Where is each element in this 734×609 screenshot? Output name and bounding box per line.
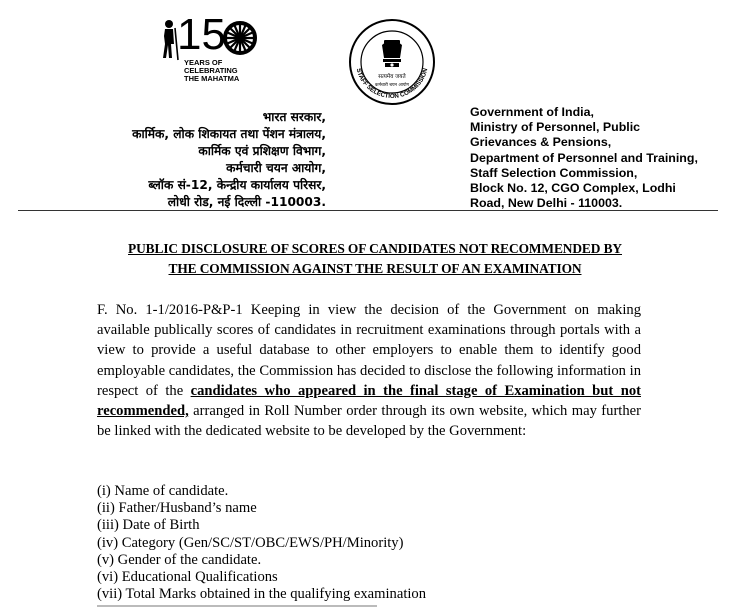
logo-number: 15 [177, 10, 224, 59]
seal-ring-text: STAFF SELECTION COMMISSION [354, 67, 430, 101]
list-item: (iii) Date of Birth [97, 517, 200, 534]
list-item: (v) Gender of the candidate. [97, 551, 262, 568]
logo-caption-line: THE MAHATMA [184, 74, 240, 83]
logo-caption-line: YEARS OF [184, 58, 223, 67]
body-paragraph [97, 300, 641, 441]
hindi-address-line: भारत सरकार, [262, 110, 326, 124]
header-divider [18, 210, 718, 211]
hindi-address-line: कार्मिक एवं प्रशिक्षण विभाग, [198, 144, 326, 158]
hindi-address-line: ब्लॉक सं-12, केन्द्रीय कार्यालय परिसर, [148, 178, 326, 192]
document-heading-line2: THE COMMISSION AGAINST THE RESULT OF AN EXAMINATION [168, 261, 582, 276]
list-item: (vii) Total Marks obtained in the qualifying examination [97, 586, 427, 603]
hindi-address-block [132, 109, 326, 211]
body-text-bold: candidates who appeared in the final stage of Examination but not recommended, [97, 382, 641, 420]
disclosed-info-list [97, 483, 426, 603]
english-address-line: Block No. 12, CGO Complex, Lodhi [470, 181, 676, 196]
document-heading-line1: PUBLIC DISCLOSURE OF SCORES OF CANDIDATES NOT RECOMMENDED BY [128, 241, 622, 256]
english-address-line: Ministry of Personnel, Public [470, 120, 641, 135]
logo-caption [184, 59, 239, 83]
hindi-address-line: कर्मचारी चयन आयोग, [226, 161, 326, 175]
english-address-block [470, 105, 698, 211]
logo-caption-line: CELEBRATING [184, 66, 238, 75]
list-item: (iv) Category (Gen/SC/ST/OBC/EWS/PH/Minority) [97, 534, 404, 551]
english-address-line: Road, New Delhi - 110003. [470, 196, 623, 211]
cut-off-text-line [97, 601, 397, 609]
seal-motto: सत्यमेव जयते [378, 74, 406, 80]
seal-hindi-ring: कर्मचारी चयन आयोग [374, 83, 410, 88]
body-text-part1: F. No. 1-1/2016-P&P-1 Keeping in view the decision of the Government on making available publically scores of candidates in recruitment examinations through portals with a view to provide a useful database to other employers to enable them to identify good employable candidates, the Commission has decided to disclose the following information in respect of the [97, 302, 641, 399]
english-address-line: Government of India, [470, 105, 594, 119]
hindi-address-line: लोधी रोड, नई दिल्ली -110003. [167, 195, 326, 209]
list-item: (vi) Educational Qualifications [97, 569, 278, 586]
hindi-address-line: कार्मिक, लोक शिकायत तथा पेंशन मंत्रालय, [132, 127, 326, 141]
list-item: (i) Name of candidate. [97, 483, 229, 499]
list-item: (ii) Father/Husband’s name [97, 500, 257, 517]
english-address-line: Grievances & Pensions, [470, 135, 612, 150]
ssc-seal-logo [338, 18, 446, 106]
english-address-line: Staff Selection Commission, [470, 165, 638, 180]
body-text-part2: arranged in Roll Number order through its own website, which may further be linked with the dedicated website to be developed by the Government: [97, 403, 641, 440]
english-address-line: Department of Personnel and Training, [470, 150, 698, 165]
